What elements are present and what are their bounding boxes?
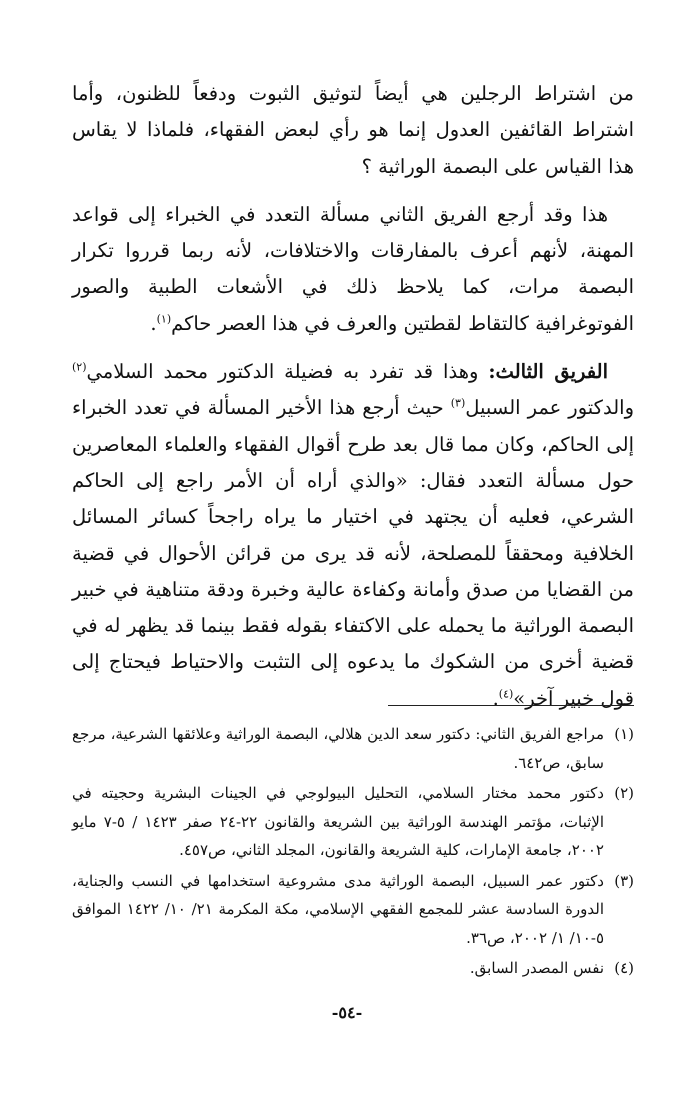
- paragraph-3-end: .: [492, 686, 499, 710]
- third-group-heading: الفريق الثالث:: [488, 360, 609, 384]
- footnote-number: (٤): [614, 959, 634, 977]
- footnote-number: (٢): [614, 784, 634, 802]
- paragraph-3-text-c: حيث أرجع هذا الأخير المسألة في تعدد الخبراء إلى الحاكم، وكان مما قال بعد طرح أقوال الفقهاء والعلماء المعاصرين حول مسألة التعدد فقال: «والذي أراه أن الأمر راجع إلى الحاكم الشرعي، فعليه أن يجتهد في اختيار ما يراه راجحاً كسائر المسائل الخلافية ومحققاً للمصلحة، لأنه قد يرى من قرائن الأحوال في قضية من القضايا من صدق وأمانة وكفاءة عالية وخبرة ودقة متناهية في خبير البصمة الوراثية ما يحمله على الاكتفاء بقوله فقط بينما قد يظهر له في قضية أخرى من الشكوك ما يدعوه إلى التثبت والاحتياط فيحتاج إلى قول خبير آخر»: [72, 396, 634, 710]
- footnote-text: دكتور عمر السبيل، البصمة الوراثية مدى مشروعية استخدامها في النسب والجناية، الدورة السادسة عشر للمجمع الفقهي الإسلامي، مكة المكرمة ٢١/ ١٠/ ١٤٢٢ الموافق ٥-١٠/ ١/ ٢٠٠٢، ص٣٦.: [72, 871, 604, 947]
- footnotes: [72, 720, 634, 985]
- paragraph-2: [72, 197, 634, 342]
- paragraph-3: [72, 354, 634, 717]
- footnote-ref-3[interactable]: (٣): [450, 396, 466, 410]
- footnote-2: [72, 779, 634, 865]
- paragraph-2-end: .: [150, 311, 157, 335]
- footnote-3: [72, 867, 634, 953]
- footnote-ref-4[interactable]: (٤): [498, 687, 514, 701]
- paragraph-1-text: من اشتراط الرجلين هي أيضاً لتوثيق الثبوت ودفعاً للظنون، وأما اشتراط القائفين العدول إنما هو رأي لبعض الفقهاء، فلماذا لا يقاس هذا القياس على البصمة الوراثية ؟: [72, 82, 634, 178]
- footnote-ref-2[interactable]: (٢): [72, 360, 87, 374]
- footnote-number: (٣): [614, 871, 634, 890]
- footnote-text: مراجع الفريق الثاني: دكتور سعد الدين هلالي، البصمة الوراثية وعلائقها الشرعية، مرجع سابق، ص٦٤٢.: [72, 725, 604, 772]
- footnote-number: (١): [614, 725, 634, 743]
- footnote-1: [72, 720, 634, 777]
- main-text: [72, 76, 634, 729]
- footnote-ref-1[interactable]: (١): [156, 312, 172, 326]
- page-number: -٥٤-: [331, 1003, 363, 1022]
- paragraph-3-text-a: وهذا قد تفرد به فضيلة الدكتور محمد السلامي: [86, 360, 489, 384]
- footnote-4: [72, 954, 634, 983]
- paragraph-1: [72, 76, 634, 185]
- footnote-text: نفس المصدر السابق.: [469, 959, 604, 977]
- paragraph-2-text: هذا وقد أرجع الفريق الثاني مسألة التعدد في الخبراء إلى قواعد المهنة، لأنهم أعرف بالمفارقات والاختلافات، لأنه ربما قرروا تكرار البصمة مرات، كما يلاحظ ذلك في الأشعات الطبية والصور الفوتوغرافية كالتقاط لقطتين والعرف في هذا العصر حاكم: [72, 202, 634, 335]
- footnote-text: دكتور محمد مختار السلامي، التحليل البيولوجي في الجينات البشرية وحجيته في الإثبات، مؤتمر الهندسة الوراثية بين الشريعة والقانون ٢٢-٢٤ صفر ١٤٢٣ / ٥-٧ مايو ٢٠٠٢، جامعة الإمارات، كلية الشريعة والقانون، المجلد الثاني، ص٤٥٧.: [72, 784, 605, 859]
- paragraph-3-text-b: والدكتور عمر السبيل: [465, 396, 634, 420]
- footnote-separator: [388, 705, 634, 706]
